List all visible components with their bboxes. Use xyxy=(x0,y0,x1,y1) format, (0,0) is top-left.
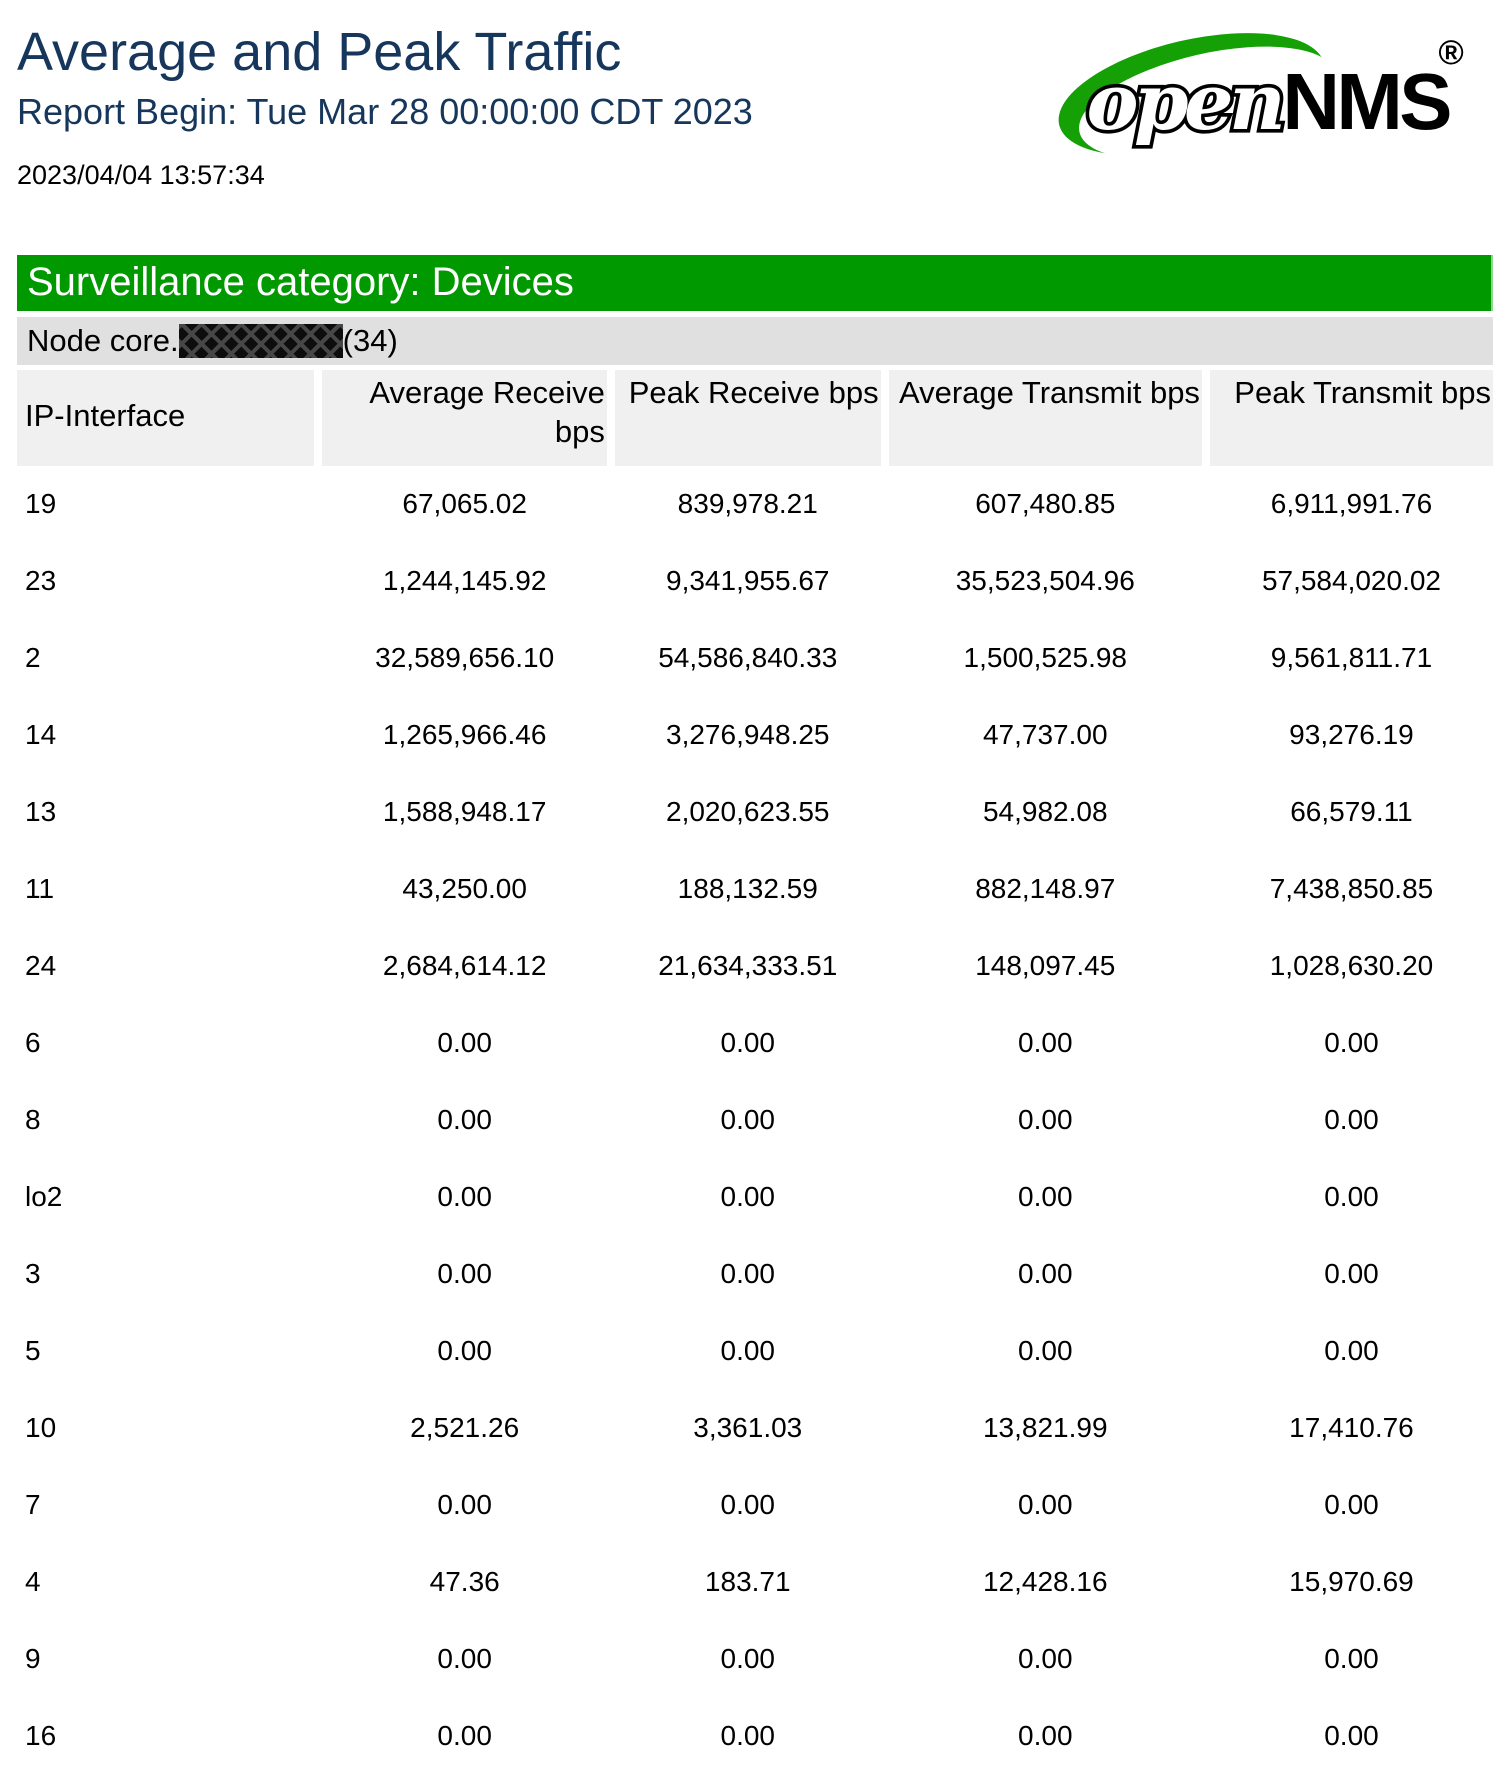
interface-cell: 10 xyxy=(17,1390,314,1467)
value-cell: 47,737.00 xyxy=(889,697,1202,774)
col-header-peak-receive-bps: Peak Receive bps xyxy=(615,370,881,466)
table-row xyxy=(17,1082,1493,1159)
opennms-logo xyxy=(1041,24,1493,165)
value-cell: 3,276,948.25 xyxy=(615,697,881,774)
value-cell: 3,361.03 xyxy=(615,1390,881,1467)
value-cell: 35,523,504.96 xyxy=(889,543,1202,620)
table-row xyxy=(17,1005,1493,1082)
value-cell: 188,132.59 xyxy=(615,851,881,928)
col-header-avg-transmit-bps: Average Transmit bps xyxy=(889,370,1202,466)
table-row xyxy=(17,1698,1493,1775)
value-cell: 9,341,955.67 xyxy=(615,543,881,620)
value-cell: 0.00 xyxy=(1210,1621,1493,1698)
value-cell: 2,521.26 xyxy=(322,1390,606,1467)
interface-cell: 16 xyxy=(17,1698,314,1775)
value-cell: 0.00 xyxy=(889,1005,1202,1082)
value-cell: 13,821.99 xyxy=(889,1390,1202,1467)
page-title: Average and Peak Traffic xyxy=(17,22,622,82)
col-header-avg-receive-bps: Average Receive bps xyxy=(322,370,606,466)
table-row xyxy=(17,1621,1493,1698)
surveillance-category-banner: Surveillance category: Devices xyxy=(17,255,1493,311)
col-header-ip-interface: IP-Interface xyxy=(17,370,314,466)
node-interface-count: (34) xyxy=(342,322,398,358)
table-row xyxy=(17,1544,1493,1621)
interface-cell: 19 xyxy=(17,466,314,543)
value-cell: 0.00 xyxy=(889,1313,1202,1390)
table-row xyxy=(17,774,1493,851)
value-cell: 0.00 xyxy=(889,1698,1202,1775)
opennms-logo-icon xyxy=(1041,24,1493,160)
value-cell: 21,634,333.51 xyxy=(615,928,881,1005)
generated-timestamp: 2023/04/04 13:57:34 xyxy=(17,159,265,190)
interface-cell: lo2 xyxy=(17,1159,314,1236)
table-row xyxy=(17,620,1493,697)
value-cell: 0.00 xyxy=(615,1159,881,1236)
value-cell: 7,438,850.85 xyxy=(1210,851,1493,928)
value-cell: 0.00 xyxy=(1210,1159,1493,1236)
value-cell: 1,500,525.98 xyxy=(889,620,1202,697)
value-cell: 17,410.76 xyxy=(1210,1390,1493,1467)
value-cell: 0.00 xyxy=(615,1313,881,1390)
value-cell: 67,065.02 xyxy=(322,466,606,543)
value-cell: 47.36 xyxy=(322,1544,606,1621)
value-cell: 0.00 xyxy=(615,1621,881,1698)
value-cell: 0.00 xyxy=(889,1621,1202,1698)
value-cell: 1,244,145.92 xyxy=(322,543,606,620)
table-row xyxy=(17,1236,1493,1313)
logo-nms-text: NMS xyxy=(1282,57,1449,147)
value-cell: 32,589,656.10 xyxy=(322,620,606,697)
value-cell: 0.00 xyxy=(1210,1698,1493,1775)
value-cell: 0.00 xyxy=(889,1159,1202,1236)
value-cell: 54,586,840.33 xyxy=(615,620,881,697)
node-bar xyxy=(17,317,1493,365)
table-row xyxy=(17,928,1493,1005)
value-cell: 0.00 xyxy=(1210,1082,1493,1159)
value-cell: 43,250.00 xyxy=(322,851,606,928)
value-cell: 607,480.85 xyxy=(889,466,1202,543)
header-row xyxy=(17,370,1493,466)
value-cell: 1,588,948.17 xyxy=(322,774,606,851)
value-cell: 0.00 xyxy=(322,1082,606,1159)
value-cell: 54,982.08 xyxy=(889,774,1202,851)
value-cell: 0.00 xyxy=(1210,1313,1493,1390)
value-cell: 0.00 xyxy=(615,1005,881,1082)
interface-cell: 6 xyxy=(17,1005,314,1082)
value-cell: 839,978.21 xyxy=(615,466,881,543)
interface-cell: 3 xyxy=(17,1236,314,1313)
table-row xyxy=(17,466,1493,543)
value-cell: 66,579.11 xyxy=(1210,774,1493,851)
interface-cell: 13 xyxy=(17,774,314,851)
value-cell: 0.00 xyxy=(322,1467,606,1544)
table-row xyxy=(17,697,1493,774)
value-cell: 148,097.45 xyxy=(889,928,1202,1005)
value-cell: 0.00 xyxy=(889,1467,1202,1544)
interface-cell: 11 xyxy=(17,851,314,928)
value-cell: 93,276.19 xyxy=(1210,697,1493,774)
value-cell: 0.00 xyxy=(615,1236,881,1313)
value-cell: 1,265,966.46 xyxy=(322,697,606,774)
value-cell: 57,584,020.02 xyxy=(1210,543,1493,620)
value-cell: 1,028,630.20 xyxy=(1210,928,1493,1005)
table-row xyxy=(17,1159,1493,1236)
report-begin-subtitle: Report Begin: Tue Mar 28 00:00:00 CDT 2023 xyxy=(17,90,753,132)
traffic-table-header xyxy=(17,370,1493,466)
table-row xyxy=(17,851,1493,928)
interface-cell: 8 xyxy=(17,1082,314,1159)
table-row xyxy=(17,1313,1493,1390)
traffic-table-body xyxy=(17,466,1493,1775)
value-cell: 2,684,614.12 xyxy=(322,928,606,1005)
interface-cell: 9 xyxy=(17,1621,314,1698)
traffic-table xyxy=(9,370,1501,1775)
report-titles xyxy=(17,20,753,191)
value-cell: 0.00 xyxy=(615,1698,881,1775)
value-cell: 0.00 xyxy=(322,1159,606,1236)
value-cell: 0.00 xyxy=(322,1236,606,1313)
interface-cell: 7 xyxy=(17,1467,314,1544)
interface-cell: 2 xyxy=(17,620,314,697)
value-cell: 0.00 xyxy=(1210,1467,1493,1544)
value-cell: 0.00 xyxy=(322,1698,606,1775)
redacted-hostname xyxy=(179,324,343,358)
value-cell: 0.00 xyxy=(1210,1005,1493,1082)
value-cell: 183.71 xyxy=(615,1544,881,1621)
col-header-peak-transmit-bps: Peak Transmit bps xyxy=(1210,370,1493,466)
logo-registered-mark: ® xyxy=(1438,33,1464,72)
node-label-prefix: Node core. xyxy=(27,322,179,358)
interface-cell: 5 xyxy=(17,1313,314,1390)
value-cell: 0.00 xyxy=(1210,1236,1493,1313)
value-cell: 0.00 xyxy=(889,1236,1202,1313)
interface-cell: 24 xyxy=(17,928,314,1005)
value-cell: 9,561,811.71 xyxy=(1210,620,1493,697)
value-cell: 0.00 xyxy=(615,1467,881,1544)
value-cell: 882,148.97 xyxy=(889,851,1202,928)
table-row xyxy=(17,543,1493,620)
value-cell: 0.00 xyxy=(889,1082,1202,1159)
table-row xyxy=(17,1467,1493,1544)
report-header xyxy=(17,0,1493,191)
value-cell: 6,911,991.76 xyxy=(1210,466,1493,543)
value-cell: 0.00 xyxy=(322,1621,606,1698)
interface-cell: 23 xyxy=(17,543,314,620)
interface-cell: 4 xyxy=(17,1544,314,1621)
value-cell: 0.00 xyxy=(615,1082,881,1159)
value-cell: 0.00 xyxy=(322,1005,606,1082)
value-cell: 15,970.69 xyxy=(1210,1544,1493,1621)
value-cell: 12,428.16 xyxy=(889,1544,1202,1621)
logo-open-text: open xyxy=(1086,57,1282,149)
table-row xyxy=(17,1390,1493,1467)
interface-cell: 14 xyxy=(17,697,314,774)
value-cell: 0.00 xyxy=(322,1313,606,1390)
value-cell: 2,020,623.55 xyxy=(615,774,881,851)
